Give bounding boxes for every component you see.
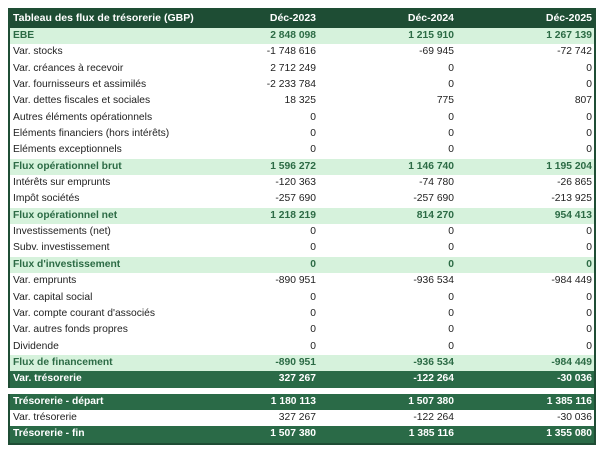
- row-label: Var. fournisseurs et assimilés: [13, 79, 147, 91]
- row-value: -890 951: [275, 275, 316, 287]
- row-value: 0: [448, 111, 454, 123]
- row-value: 1 385 116: [408, 428, 454, 440]
- treasury-summary: [10, 394, 594, 443]
- row-value: 327 267: [278, 411, 316, 423]
- row-label: Var. compte courant d'associés: [13, 307, 155, 319]
- row-value: -26 865: [557, 177, 592, 189]
- row-value: 0: [310, 226, 316, 238]
- row-label: Trésorerie - fin: [13, 428, 85, 440]
- row-value: 807: [574, 95, 592, 107]
- row-value: -936 534: [413, 356, 454, 368]
- row-value: -30 036: [557, 373, 592, 385]
- row-label: Var. capital social: [13, 291, 93, 303]
- row-label: Var. créances à recevoir: [13, 62, 124, 74]
- row-value: 0: [310, 307, 316, 319]
- row-value: 814 270: [416, 209, 454, 221]
- table-row: [10, 61, 594, 77]
- row-label: Var. emprunts: [13, 275, 77, 287]
- row-value: 0: [310, 324, 316, 336]
- row-value: 0: [586, 324, 592, 336]
- row-value: 0: [586, 79, 592, 91]
- row-label: Var. stocks: [13, 46, 63, 58]
- table-row: [10, 28, 594, 44]
- row-value: 1 267 139: [546, 30, 592, 41]
- table-row: [10, 257, 594, 273]
- row-value: 0: [448, 62, 454, 74]
- row-value: 0: [310, 291, 316, 303]
- row-value: 1 507 380: [270, 428, 316, 440]
- row-value: 1 507 380: [408, 395, 454, 407]
- row-value: 0: [310, 128, 316, 140]
- table-body: [10, 28, 594, 388]
- row-label: Flux d'investissement: [13, 258, 121, 270]
- row-value: 0: [448, 144, 454, 156]
- row-label: Flux opérationnel brut: [13, 160, 122, 172]
- row-value: 2 848 098: [270, 30, 316, 41]
- table-row: [10, 426, 594, 442]
- table-row: [10, 394, 594, 410]
- row-value: 0: [448, 226, 454, 238]
- table-row: [10, 142, 594, 158]
- table-row: [10, 240, 594, 256]
- table-title: Tableau des flux de trésorerie (GBP): [13, 12, 194, 24]
- row-value: 0: [448, 128, 454, 140]
- row-value: 0: [586, 258, 592, 270]
- row-value: -72 742: [557, 46, 592, 58]
- row-value: 1 355 080: [546, 428, 592, 440]
- row-value: -257 690: [275, 193, 316, 205]
- row-value: 0: [586, 144, 592, 156]
- row-value: 1 146 740: [408, 160, 454, 172]
- row-value: -2 233 784: [266, 79, 316, 91]
- row-value: 0: [586, 62, 592, 74]
- row-value: -890 951: [275, 356, 316, 368]
- row-value: 0: [586, 242, 592, 254]
- row-value: 0: [586, 111, 592, 123]
- row-label: Dividende: [13, 340, 59, 352]
- row-value: 1 385 116: [546, 395, 592, 407]
- row-value: 0: [586, 226, 592, 238]
- row-label: Var. autres fonds propres: [13, 324, 128, 336]
- row-label: Eléments financiers (hors intérêts): [13, 128, 170, 140]
- row-value: 0: [586, 340, 592, 352]
- row-value: -122 264: [413, 373, 454, 385]
- table-row: [10, 110, 594, 126]
- row-label: Autres éléments opérationnels: [13, 111, 153, 123]
- row-value: -30 036: [557, 411, 592, 423]
- table-row: [10, 224, 594, 240]
- row-value: 0: [448, 79, 454, 91]
- row-value: -936 534: [413, 275, 454, 287]
- row-value: 18 325: [284, 95, 316, 107]
- row-value: 1 195 204: [546, 160, 592, 172]
- table-row: [10, 306, 594, 322]
- row-value: -120 363: [275, 177, 316, 189]
- row-value: 1 180 113: [270, 395, 316, 407]
- row-label: Investissements (net): [13, 226, 111, 238]
- table-row: [10, 159, 594, 175]
- row-value: 954 413: [554, 209, 592, 221]
- table-row: [10, 273, 594, 289]
- table-row: [10, 290, 594, 306]
- row-value: 0: [448, 242, 454, 254]
- row-value: 0: [310, 144, 316, 156]
- row-value: 1 596 272: [270, 160, 316, 172]
- table-row: [10, 77, 594, 93]
- row-value: 1 218 219: [270, 209, 316, 221]
- table-row: [10, 322, 594, 338]
- row-value: 0: [310, 111, 316, 123]
- row-value: 0: [310, 258, 316, 270]
- table-row: [10, 371, 594, 387]
- row-value: -1 748 616: [266, 46, 316, 58]
- row-label: Var. trésorerie: [13, 373, 82, 385]
- row-value: -984 449: [551, 275, 592, 287]
- row-label: Var. trésorerie: [13, 411, 77, 423]
- row-value: 0: [448, 258, 454, 270]
- row-value: 0: [310, 242, 316, 254]
- row-value: 0: [310, 340, 316, 352]
- row-value: 0: [448, 324, 454, 336]
- table-row: [10, 93, 594, 109]
- row-value: 0: [448, 307, 454, 319]
- row-label: Intérêts sur emprunts: [13, 177, 111, 189]
- row-value: 327 267: [278, 373, 316, 385]
- row-label: Flux de financement: [13, 356, 113, 368]
- row-label: Var. dettes fiscales et sociales: [13, 95, 151, 107]
- cash-flow-table: [8, 8, 596, 445]
- row-label: Flux opérationnel net: [13, 209, 118, 221]
- table-row: [10, 355, 594, 371]
- row-value: 0: [586, 307, 592, 319]
- row-value: 2 712 249: [270, 62, 316, 74]
- column-header: Déc-2024: [407, 12, 454, 24]
- table-header: [10, 8, 594, 28]
- row-value: -213 925: [551, 193, 592, 205]
- row-value: 0: [448, 291, 454, 303]
- row-value: -69 945: [419, 46, 454, 58]
- table-row: [10, 208, 594, 224]
- row-label: Eléments exceptionnels: [13, 144, 122, 156]
- row-value: 1 215 910: [408, 30, 454, 41]
- row-value: 0: [586, 128, 592, 140]
- row-label: Trésorerie - départ: [13, 395, 104, 407]
- table-row: [10, 44, 594, 60]
- row-label: Subv. investissement: [13, 242, 110, 254]
- table-row: [10, 410, 594, 426]
- column-header: Déc-2023: [269, 12, 316, 24]
- row-value: -122 264: [413, 411, 454, 423]
- row-value: -257 690: [413, 193, 454, 205]
- row-value: 0: [448, 340, 454, 352]
- table-row: [10, 126, 594, 142]
- table-row: [10, 339, 594, 355]
- row-label: Impôt sociétés: [13, 193, 80, 205]
- row-label: EBE: [13, 30, 35, 41]
- table-row: [10, 191, 594, 207]
- column-header: Déc-2025: [545, 12, 592, 24]
- row-value: 0: [586, 291, 592, 303]
- table-row: [10, 175, 594, 191]
- row-value: 775: [436, 95, 454, 107]
- row-value: -74 780: [419, 177, 454, 189]
- row-value: -984 449: [551, 356, 592, 368]
